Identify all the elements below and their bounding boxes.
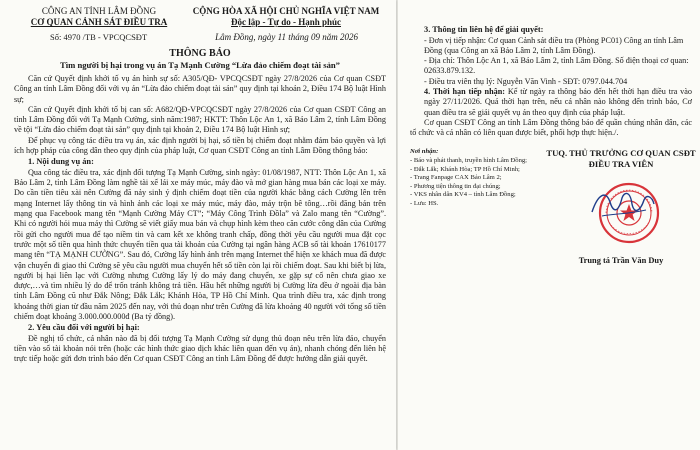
- recipient-item: - VKS nhân dân KV4 – tỉnh Lâm Đồng;: [410, 191, 516, 199]
- recipient-item: - Phương tiện thông tin đại chúng;: [410, 182, 501, 190]
- document-date: Lâm Đồng, ngày 11 tháng 09 năm 2026: [215, 32, 358, 42]
- section-1-heading: 1. Nội dung vụ án:: [28, 157, 94, 167]
- section-4-body: Kể từ ngày ra thông báo đến hết thời hạn điều tra vào ngày 27/11/2026. Quá thời hạn trên, nếu cá nhân nào không đến trình báo, Cơ quan điều tra sẽ giải quyết vụ án theo quy định của pháp luật.: [424, 86, 693, 117]
- handwritten-signature-icon: [588, 184, 658, 224]
- page-right: [398, 0, 700, 450]
- closing-paragraph: Cơ quan CSĐT Công an tỉnh Lâm Đồng thông báo để quần chúng nhân dân, các tổ chức và cá nhân có liên quan được biết, phối hợp thực hiện./.: [410, 117, 692, 138]
- intro-paragraph: Để phục vụ công tác điều tra vụ án, xác định người bị hại, số tiền bị chiếm đoạt nhằm đảm bảo quyền và lợi ích hợp pháp của công dân theo quy định của pháp luật, Cơ quan CSĐT Công an tỉnh Lâm Đồng thông báo:: [14, 135, 386, 156]
- nation-name: CỘNG HÒA XÃ HỘI CHỦ NGHĨA VIỆT NAM: [192, 6, 380, 16]
- recipients-heading: Nơi nhận:: [410, 148, 439, 156]
- contact-investigator: - Điều tra viên thụ lý: Nguyễn Văn Vinh - SĐT: 0797.044.704: [424, 76, 628, 86]
- recipient-item: - Đắk Lắk; Khánh Hòa; TP Hồ Chí Minh;: [410, 165, 520, 173]
- contact-address: - Địa chỉ: Thôn Lộc An 1, xã Bảo Lâm 2, tỉnh Lâm Đồng. Số điện thoại cơ quan: 02633.879.132.: [424, 56, 689, 76]
- agency-top: CÔNG AN TỈNH LÂM ĐỒNG: [41, 6, 157, 16]
- intro-paragraph: Căn cứ Quyết định khởi tố vụ án hình sự số: A305/QĐ- VPCQCSĐT ngày 27/8/2026 của Cơ quan CSĐT Công an tỉnh Lâm Đồng đối với vụ án “Lừa đảo chiếm đoạt tài sản” quy định tại khoản 2, Điều 174 Bộ luật Hình sự;: [14, 74, 386, 104]
- document-number: Số: 4970 /TB - VPCQCSĐT: [50, 32, 148, 42]
- recipient-item: - Lưu: HS.: [410, 200, 439, 208]
- contact-unit: - Đơn vị tiếp nhận: Cơ quan Cảnh sát điều tra (Phòng PC01) Công an tỉnh Lâm Đồng (qua Công an xã Bảo Lâm 2, tỉnh Lâm Đồng).: [424, 35, 684, 55]
- signature-title: ĐIỀU TRA VIÊN: [588, 158, 654, 169]
- signature-area: [410, 148, 696, 308]
- agency-name: CƠ QUAN CẢNH SÁT ĐIỀU TRA: [30, 17, 168, 27]
- recipient-item: - Báo và phát thanh, truyền hình Lâm Đồng;: [410, 157, 528, 165]
- intro-paragraph: Căn cứ Quyết định khởi tố bị can số: A682/QĐ-VPCQCSĐT ngày 27/8/2026 của Cơ quan CSĐT Công an tỉnh Lâm Đồng đối với Tạ Mạnh Cường, sinh năm:1987; HKTT: Thôn Lộc An 1, xã Bảo Lâm 2, tỉnh Lâm Đồng về tội “Lừa đảo chiếm đoạt tài sản” quy định tại khoản 2, Điều 174 Bộ luật Hình sự;: [14, 104, 386, 135]
- section-4-heading: 4. Thời hạn tiếp nhận:: [424, 86, 506, 96]
- signature-authority: TUQ. THỦ TRƯỞNG CƠ QUAN CSĐT: [546, 148, 696, 159]
- motto: Độc lập - Tự do - Hạnh phúc: [230, 17, 341, 27]
- document-subtitle: Tìm người bị hại trong vụ án Tạ Mạnh Cường “Lừa đảo chiếm đoạt tài sản”: [60, 60, 340, 70]
- recipients-list: [410, 148, 540, 208]
- signature-block: [540, 148, 700, 266]
- section-2-body: Đề nghị tổ chức, cá nhân nào đã bị đối tượng Tạ Mạnh Cường sử dụng thủ đoạn nêu trên lừa đảo, chuyển tiền vào số tài khoản nói trên (hoặc các hình thức giao dịch khác liên quan đến vụ án), nhanh chóng đến liên hệ trực tiếp hoặc gửi đơn trình báo đến Cơ quan CSĐT Công an tỉnh Lâm Đồng để được hướng dẫn giải quyết.: [14, 333, 386, 364]
- section-2-heading: 2. Yêu cầu đối với người bị hại:: [28, 323, 140, 333]
- section-4-paragraph: [424, 87, 692, 118]
- recipient-item: - Trang Fanpage CAX Bảo Lâm 2;: [410, 174, 502, 182]
- document-header: [14, 6, 386, 28]
- section-1-body: Qua công tác điều tra, xác định đối tượng Tạ Mạnh Cường, sinh ngày: 01/08/1987, NTT: Thôn Lộc An 1, xã Bảo Lâm 2, tỉnh Lâm Đồng làm nghề tài xế lái xe máy múc, máy đào và mở gian hàng mua bán các loại xe máy. Do cần tiền tiêu xài nên Cường đã nảy sinh ý định chiếm đoạt tiền của người khác bằng cách Cường lên trên mạng Internet lấy thông tin và hình ảnh các loại xe máy múc, máy đào, máy trộn bê tông…rồi đăng bán trên mạng qua Facebook mang tên “Mạnh Cường Máy CT”; “Máy Công Trình Đồla” và Zalo mang tên “Cường”. Khi có người hỏi mua máy thì Cường sẽ viết giấy mua bán và chụp hình kèm theo căn cước công dân của Cường rồi gửi cho người mua để tạo niềm tin và cam kết xe không tranh chấp, đồng thời yêu cầu người mua đặt cọc trước một số tiền qua hình thức chuyển tiền qua tài khoản của Cường tại ngân hàng ACB số tài khoản 17610177 mang tên “TẠ MẠNH CƯỜNG”. Sau đó, Cường lấy hình ảnh trên mạng Internet thể hiện xe khách mua đã được vận chuyển đi giao thì Cường sẽ yêu cầu người mua chuyển hết số tiền còn lại rồi chiếm đoạt. Sau khi biết bị lừa, người bị hại liên lạc với Cường nhưng Cường lấy lý do máy đang chuyển, xe gặp sự cố nên chưa giao xe được,…và tìm nhiều lý do để trốn tránh không trả tiền. Hầu hết những người bị Cường lừa đều ở ngoài địa bàn tỉnh Lâm Đồng cũ như Đắk Nông; Đắk Lắk; Khánh Hòa, TP Hồ Chí Minh. Qua trình điều tra, xác định trong khoảng thời gian từ đầu năm 2025 đến nay, với thủ đoạn như trên Cường đã lừa khoảng 40 người với tổng số tiền chiếm đoạt khoảng 3.000.000.000đ (Ba tỷ đồng).: [14, 167, 386, 322]
- section-3-heading: 3. Thông tin liên hệ để giải quyết:: [424, 25, 544, 34]
- agency-block: [14, 6, 184, 28]
- nation-block: [186, 6, 386, 28]
- document-title: THÔNG BÁO: [169, 48, 231, 59]
- signer-name: Trung tá Trần Văn Duy: [578, 256, 664, 266]
